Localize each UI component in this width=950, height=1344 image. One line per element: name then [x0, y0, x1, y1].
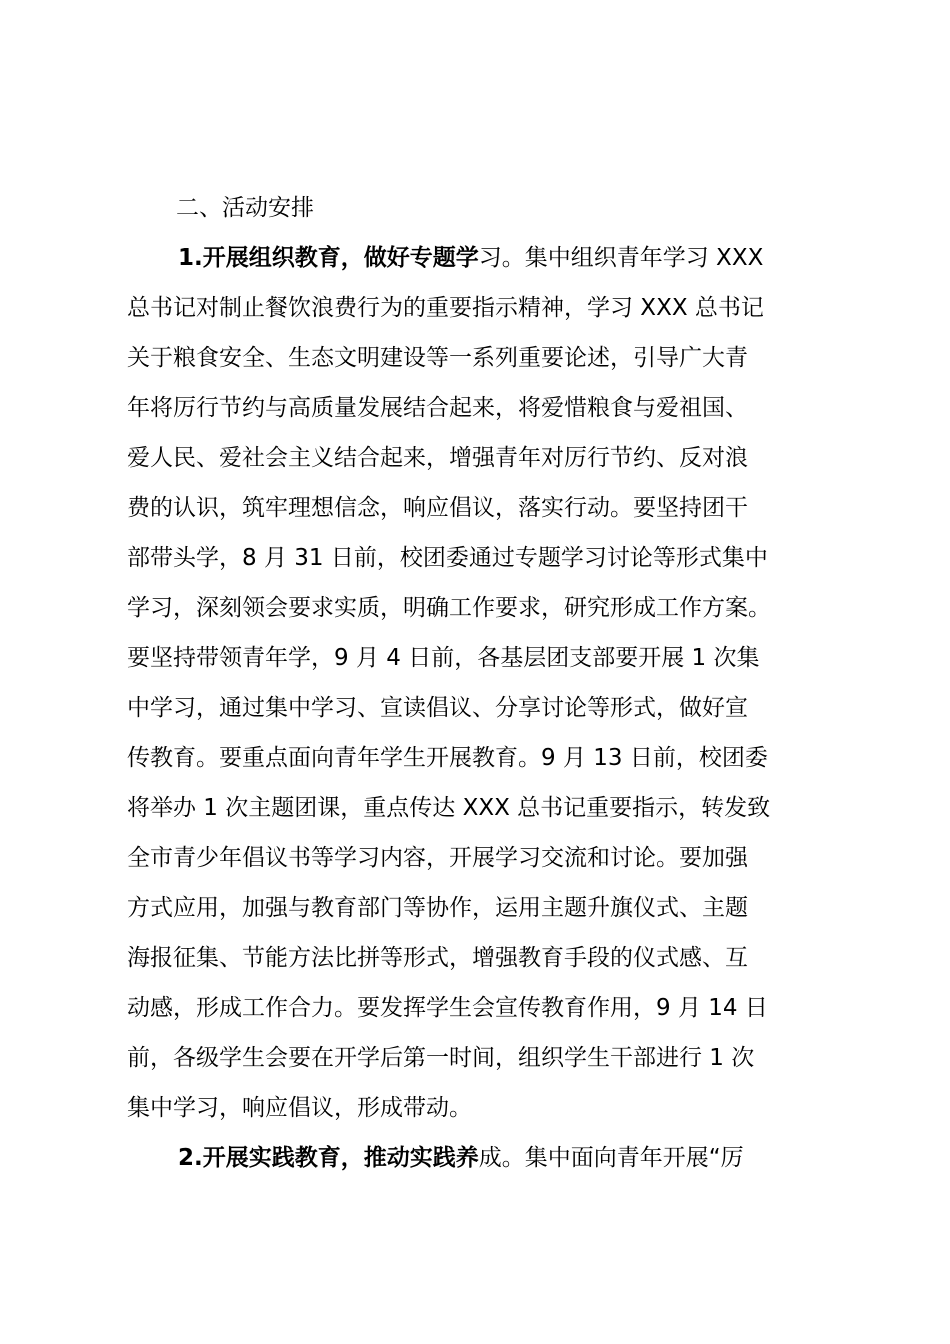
- text-line: 中学习，通过集中学习、宣读倡议、分享讨论等形式，做好宣: [127, 695, 748, 721]
- item-1-heading-tail: 习。集中组织青年学习 XXX: [478, 245, 764, 271]
- paragraph-item-2: [127, 1133, 847, 1183]
- text-line: 要坚持带领青年学，9 月 4 日前，各基层团支部要开展 1 次集: [127, 645, 760, 671]
- text-line: 年将厉行节约与高质量发展结合起来，将爱惜粮食与爱祖国、: [127, 395, 748, 421]
- item-1-heading: 1.开展组织教育，做好专题学: [178, 245, 479, 271]
- paragraph-item-1-first-line: [127, 233, 847, 283]
- text-line: 传教育。要重点面向青年学生开展教育。9 月 13 日前，校团委: [127, 745, 768, 771]
- text-line: 动感，形成工作合力。要发挥学生会宣传教育作用，9 月 14 日: [127, 995, 768, 1021]
- paragraph-item-2-first-line: [127, 1133, 847, 1183]
- section-heading: 二、活动安排: [176, 195, 314, 221]
- text-line: 集中学习，响应倡议，形成带动。: [127, 1095, 472, 1121]
- text-line: 全市青少年倡议书等学习内容，开展学习交流和讨论。要加强: [127, 845, 748, 871]
- text-line: 学习，深刻领会要求实质，明确工作要求，研究形成工作方案。: [127, 595, 771, 621]
- text-line: 海报征集、节能方法比拼等形式，增强教育手段的仪式感、互: [127, 945, 748, 971]
- text-line: 方式应用，加强与教育部门等协作，运用主题升旗仪式、主题: [127, 895, 748, 921]
- text-line: 前，各级学生会要在开学后第一时间，组织学生干部进行 1 次: [127, 1045, 755, 1071]
- item-2-heading-tail: 成。集中面向青年开展“厉: [478, 1145, 744, 1171]
- text-line: 将举办 1 次主题团课，重点传达 XXX 总书记重要指示，转发致: [127, 795, 771, 821]
- text-line: 爱人民、爱社会主义结合起来，增强青年对厉行节约、反对浪: [127, 445, 748, 471]
- text-line: 总书记对制止餐饮浪费行为的重要指示精神，学习 XXX 总书记: [127, 295, 764, 321]
- item-2-heading: 2.开展实践教育，推动实践养: [178, 1145, 479, 1171]
- document-body: [127, 183, 847, 1183]
- text-line: 费的认识，筑牢理想信念，响应倡议，落实行动。要坚持团干: [127, 495, 748, 521]
- text-line: 部带头学，8 月 31 日前，校团委通过专题学习讨论等形式集中: [127, 545, 768, 571]
- text-line: 关于粮食安全、生态文明建设等一系列重要论述，引导广大青: [127, 345, 748, 371]
- paragraph-item-1: [127, 233, 847, 1133]
